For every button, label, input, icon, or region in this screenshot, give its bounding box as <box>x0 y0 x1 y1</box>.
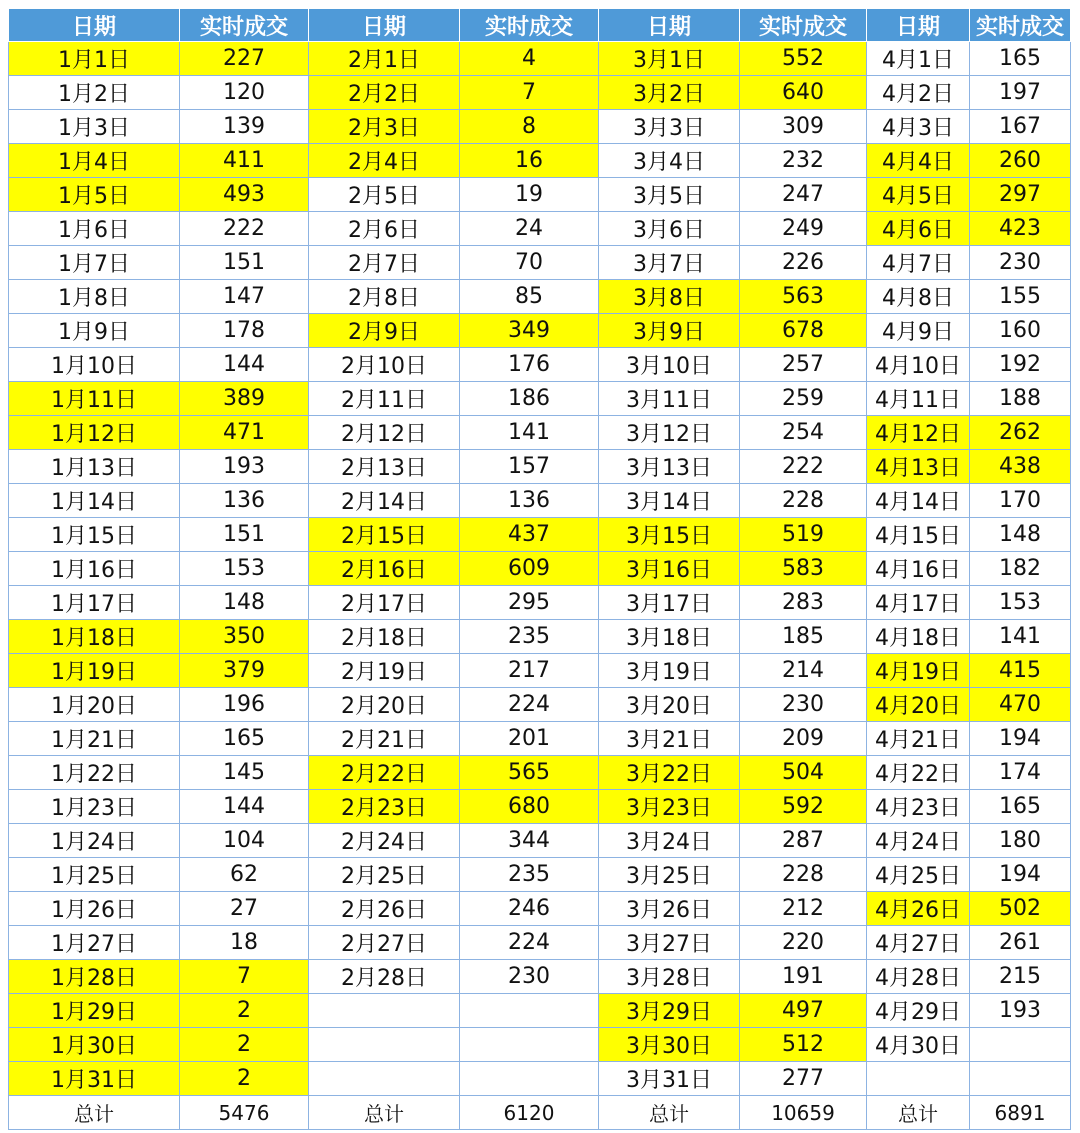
date-cell-apr: 4月17日 <box>867 586 970 620</box>
date-cell-feb: 2月15日 <box>309 518 460 552</box>
volume-cell-apr: 167 <box>970 110 1071 144</box>
date-cell-mar: 3月24日 <box>599 824 740 858</box>
volume-cell-apr: 141 <box>970 620 1071 654</box>
volume-cell-mar: 247 <box>740 178 867 212</box>
date-cell-feb: 2月27日 <box>309 926 460 960</box>
table-row <box>9 246 1071 280</box>
date-cell-jan: 1月14日 <box>9 484 180 518</box>
header-volume-apr: 实时成交 <box>970 9 1071 42</box>
date-cell-mar: 3月23日 <box>599 790 740 824</box>
table-row <box>9 416 1071 450</box>
total-row <box>9 1096 1071 1130</box>
volume-cell-apr: 180 <box>970 824 1071 858</box>
volume-cell-mar: 678 <box>740 314 867 348</box>
volume-cell-jan: 227 <box>180 42 309 76</box>
volume-cell-mar: 283 <box>740 586 867 620</box>
total-value-feb: 6120 <box>460 1096 599 1130</box>
date-cell-mar: 3月7日 <box>599 246 740 280</box>
date-cell-apr: 4月15日 <box>867 518 970 552</box>
volume-cell-apr: 415 <box>970 654 1071 688</box>
date-cell-mar: 3月15日 <box>599 518 740 552</box>
date-cell-jan: 1月26日 <box>9 892 180 926</box>
total-value-apr: 6891 <box>970 1096 1071 1130</box>
date-cell-jan: 1月18日 <box>9 620 180 654</box>
date-cell-feb: 2月2日 <box>309 76 460 110</box>
volume-cell-jan: 178 <box>180 314 309 348</box>
table-row <box>9 212 1071 246</box>
date-cell-apr: 4月24日 <box>867 824 970 858</box>
date-cell-jan: 1月5日 <box>9 178 180 212</box>
header-volume-feb: 实时成交 <box>460 9 599 42</box>
table-row <box>9 382 1071 416</box>
volume-cell-jan: 411 <box>180 144 309 178</box>
volume-cell-jan: 18 <box>180 926 309 960</box>
volume-cell-feb: 565 <box>460 756 599 790</box>
volume-cell-feb: 136 <box>460 484 599 518</box>
date-cell-feb: 2月4日 <box>309 144 460 178</box>
volume-cell-feb: 224 <box>460 926 599 960</box>
volume-cell-jan: 120 <box>180 76 309 110</box>
volume-cell-mar: 228 <box>740 484 867 518</box>
table-row <box>9 1062 1071 1096</box>
volume-cell-jan: 389 <box>180 382 309 416</box>
volume-cell-apr: 438 <box>970 450 1071 484</box>
date-cell-feb: 2月24日 <box>309 824 460 858</box>
date-cell-jan: 1月3日 <box>9 110 180 144</box>
volume-cell-mar: 185 <box>740 620 867 654</box>
volume-cell-mar: 212 <box>740 892 867 926</box>
date-cell-mar: 3月22日 <box>599 756 740 790</box>
volume-cell-jan: 136 <box>180 484 309 518</box>
date-cell-feb: 2月16日 <box>309 552 460 586</box>
table-row <box>9 518 1071 552</box>
date-cell-jan: 1月2日 <box>9 76 180 110</box>
volume-cell-jan: 379 <box>180 654 309 688</box>
volume-cell-mar: 228 <box>740 858 867 892</box>
table-row <box>9 348 1071 382</box>
volume-cell-jan: 471 <box>180 416 309 450</box>
volume-cell-jan: 27 <box>180 892 309 926</box>
volume-cell-jan: 151 <box>180 518 309 552</box>
volume-cell-jan: 147 <box>180 280 309 314</box>
header-row <box>9 9 1071 42</box>
volume-cell-jan: 151 <box>180 246 309 280</box>
date-cell-mar: 3月8日 <box>599 280 740 314</box>
volume-cell-feb: 344 <box>460 824 599 858</box>
date-cell-mar: 3月3日 <box>599 110 740 144</box>
volume-cell-feb: 16 <box>460 144 599 178</box>
volume-cell-apr: 260 <box>970 144 1071 178</box>
volume-cell-apr: 423 <box>970 212 1071 246</box>
date-cell-apr: 4月19日 <box>867 654 970 688</box>
date-cell-jan: 1月19日 <box>9 654 180 688</box>
date-cell-apr: 4月2日 <box>867 76 970 110</box>
volume-cell-feb <box>460 1028 599 1062</box>
volume-cell-apr: 197 <box>970 76 1071 110</box>
volume-cell-feb: 230 <box>460 960 599 994</box>
volume-cell-apr: 174 <box>970 756 1071 790</box>
date-cell-apr: 4月25日 <box>867 858 970 892</box>
date-cell-jan: 1月31日 <box>9 1062 180 1096</box>
date-cell-mar: 3月6日 <box>599 212 740 246</box>
date-cell-feb: 2月18日 <box>309 620 460 654</box>
table-row <box>9 1028 1071 1062</box>
volume-cell-apr: 165 <box>970 790 1071 824</box>
volume-cell-apr: 165 <box>970 42 1071 76</box>
date-cell-apr: 4月23日 <box>867 790 970 824</box>
date-cell-mar: 3月16日 <box>599 552 740 586</box>
table-row <box>9 858 1071 892</box>
date-cell-feb: 2月1日 <box>309 42 460 76</box>
date-cell-apr: 4月30日 <box>867 1028 970 1062</box>
date-cell-jan: 1月22日 <box>9 756 180 790</box>
table-row <box>9 110 1071 144</box>
volume-cell-jan: 2 <box>180 994 309 1028</box>
date-cell-jan: 1月24日 <box>9 824 180 858</box>
date-cell-mar: 3月2日 <box>599 76 740 110</box>
volume-cell-feb: 224 <box>460 688 599 722</box>
volume-cell-feb: 186 <box>460 382 599 416</box>
volume-cell-mar: 209 <box>740 722 867 756</box>
volume-cell-feb: 217 <box>460 654 599 688</box>
table-row <box>9 178 1071 212</box>
volume-cell-apr: 182 <box>970 552 1071 586</box>
table-row <box>9 926 1071 960</box>
date-cell-feb: 2月17日 <box>309 586 460 620</box>
volume-cell-jan: 139 <box>180 110 309 144</box>
date-cell-apr: 4月13日 <box>867 450 970 484</box>
volume-cell-jan: 193 <box>180 450 309 484</box>
volume-cell-feb: 4 <box>460 42 599 76</box>
volume-cell-jan: 493 <box>180 178 309 212</box>
total-label-mar: 总计 <box>599 1096 740 1130</box>
volume-cell-feb: 201 <box>460 722 599 756</box>
volume-cell-feb: 24 <box>460 212 599 246</box>
volume-cell-mar: 257 <box>740 348 867 382</box>
volume-cell-jan: 144 <box>180 348 309 382</box>
volume-cell-mar: 226 <box>740 246 867 280</box>
volume-cell-mar: 222 <box>740 450 867 484</box>
date-cell-feb: 2月11日 <box>309 382 460 416</box>
volume-cell-feb <box>460 1062 599 1096</box>
date-cell-apr: 4月5日 <box>867 178 970 212</box>
table-row <box>9 314 1071 348</box>
date-cell-apr <box>867 1062 970 1096</box>
volume-cell-jan: 196 <box>180 688 309 722</box>
volume-cell-mar: 214 <box>740 654 867 688</box>
header-volume-mar: 实时成交 <box>740 9 867 42</box>
header-date-feb: 日期 <box>309 9 460 42</box>
header-volume-jan: 实时成交 <box>180 9 309 42</box>
table-row <box>9 722 1071 756</box>
total-label-jan: 总计 <box>9 1096 180 1130</box>
table-row <box>9 280 1071 314</box>
date-cell-jan: 1月13日 <box>9 450 180 484</box>
date-cell-feb: 2月6日 <box>309 212 460 246</box>
volume-cell-feb: 157 <box>460 450 599 484</box>
date-cell-jan: 1月9日 <box>9 314 180 348</box>
volume-cell-mar: 287 <box>740 824 867 858</box>
date-cell-jan: 1月12日 <box>9 416 180 450</box>
date-cell-mar: 3月14日 <box>599 484 740 518</box>
volume-cell-jan: 145 <box>180 756 309 790</box>
table-row <box>9 586 1071 620</box>
volume-cell-apr: 193 <box>970 994 1071 1028</box>
date-cell-jan: 1月6日 <box>9 212 180 246</box>
volume-cell-apr: 262 <box>970 416 1071 450</box>
date-cell-feb: 2月13日 <box>309 450 460 484</box>
header-date-mar: 日期 <box>599 9 740 42</box>
date-cell-apr: 4月14日 <box>867 484 970 518</box>
volume-cell-jan: 148 <box>180 586 309 620</box>
date-cell-feb: 2月21日 <box>309 722 460 756</box>
volume-cell-jan: 2 <box>180 1062 309 1096</box>
date-cell-jan: 1月23日 <box>9 790 180 824</box>
date-cell-mar: 3月31日 <box>599 1062 740 1096</box>
date-cell-feb: 2月20日 <box>309 688 460 722</box>
volume-cell-mar: 309 <box>740 110 867 144</box>
date-cell-feb: 2月7日 <box>309 246 460 280</box>
volume-cell-apr: 261 <box>970 926 1071 960</box>
volume-cell-mar: 191 <box>740 960 867 994</box>
table-body <box>9 42 1071 1096</box>
date-cell-apr: 4月12日 <box>867 416 970 450</box>
table-row <box>9 688 1071 722</box>
volume-cell-mar: 519 <box>740 518 867 552</box>
date-cell-jan: 1月25日 <box>9 858 180 892</box>
volume-cell-mar: 563 <box>740 280 867 314</box>
table-row <box>9 994 1071 1028</box>
date-cell-mar: 3月4日 <box>599 144 740 178</box>
date-cell-jan: 1月11日 <box>9 382 180 416</box>
date-cell-mar: 3月9日 <box>599 314 740 348</box>
volume-cell-apr: 230 <box>970 246 1071 280</box>
volume-cell-feb: 235 <box>460 620 599 654</box>
volume-cell-mar: 249 <box>740 212 867 246</box>
sales-table <box>8 8 1071 1130</box>
volume-cell-apr: 502 <box>970 892 1071 926</box>
date-cell-apr: 4月29日 <box>867 994 970 1028</box>
volume-cell-mar: 230 <box>740 688 867 722</box>
date-cell-apr: 4月8日 <box>867 280 970 314</box>
table-row <box>9 76 1071 110</box>
volume-cell-mar: 277 <box>740 1062 867 1096</box>
volume-cell-mar: 592 <box>740 790 867 824</box>
date-cell-jan: 1月15日 <box>9 518 180 552</box>
total-value-jan: 5476 <box>180 1096 309 1130</box>
volume-cell-mar: 220 <box>740 926 867 960</box>
date-cell-jan: 1月7日 <box>9 246 180 280</box>
date-cell-jan: 1月4日 <box>9 144 180 178</box>
volume-cell-apr: 297 <box>970 178 1071 212</box>
volume-cell-feb: 70 <box>460 246 599 280</box>
volume-cell-feb: 295 <box>460 586 599 620</box>
date-cell-feb <box>309 994 460 1028</box>
header-date-jan: 日期 <box>9 9 180 42</box>
date-cell-jan: 1月30日 <box>9 1028 180 1062</box>
volume-cell-feb: 85 <box>460 280 599 314</box>
date-cell-feb: 2月9日 <box>309 314 460 348</box>
date-cell-apr: 4月18日 <box>867 620 970 654</box>
date-cell-apr: 4月11日 <box>867 382 970 416</box>
volume-cell-jan: 144 <box>180 790 309 824</box>
volume-cell-feb <box>460 994 599 1028</box>
volume-cell-feb: 141 <box>460 416 599 450</box>
volume-cell-feb: 437 <box>460 518 599 552</box>
volume-cell-apr: 192 <box>970 348 1071 382</box>
table-row <box>9 620 1071 654</box>
volume-cell-mar: 254 <box>740 416 867 450</box>
table-row <box>9 790 1071 824</box>
date-cell-mar: 3月12日 <box>599 416 740 450</box>
date-cell-feb: 2月8日 <box>309 280 460 314</box>
date-cell-apr: 4月10日 <box>867 348 970 382</box>
table-row <box>9 756 1071 790</box>
volume-cell-feb: 19 <box>460 178 599 212</box>
volume-cell-feb: 246 <box>460 892 599 926</box>
total-label-feb: 总计 <box>309 1096 460 1130</box>
date-cell-jan: 1月1日 <box>9 42 180 76</box>
date-cell-mar: 3月18日 <box>599 620 740 654</box>
date-cell-mar: 3月10日 <box>599 348 740 382</box>
date-cell-feb: 2月26日 <box>309 892 460 926</box>
volume-cell-apr: 215 <box>970 960 1071 994</box>
date-cell-mar: 3月26日 <box>599 892 740 926</box>
date-cell-apr: 4月20日 <box>867 688 970 722</box>
volume-cell-apr: 194 <box>970 722 1071 756</box>
volume-cell-apr: 153 <box>970 586 1071 620</box>
volume-cell-feb: 609 <box>460 552 599 586</box>
date-cell-mar: 3月30日 <box>599 1028 740 1062</box>
volume-cell-apr: 194 <box>970 858 1071 892</box>
volume-cell-jan: 7 <box>180 960 309 994</box>
date-cell-apr: 4月7日 <box>867 246 970 280</box>
volume-cell-jan: 222 <box>180 212 309 246</box>
date-cell-feb: 2月25日 <box>309 858 460 892</box>
volume-cell-mar: 504 <box>740 756 867 790</box>
date-cell-apr: 4月1日 <box>867 42 970 76</box>
date-cell-feb: 2月14日 <box>309 484 460 518</box>
volume-cell-jan: 165 <box>180 722 309 756</box>
volume-cell-mar: 259 <box>740 382 867 416</box>
volume-cell-apr: 148 <box>970 518 1071 552</box>
date-cell-apr: 4月4日 <box>867 144 970 178</box>
table-row <box>9 654 1071 688</box>
date-cell-feb: 2月10日 <box>309 348 460 382</box>
volume-cell-feb: 7 <box>460 76 599 110</box>
volume-cell-mar: 583 <box>740 552 867 586</box>
date-cell-feb: 2月19日 <box>309 654 460 688</box>
date-cell-jan: 1月21日 <box>9 722 180 756</box>
date-cell-feb: 2月22日 <box>309 756 460 790</box>
date-cell-feb: 2月23日 <box>309 790 460 824</box>
date-cell-apr: 4月21日 <box>867 722 970 756</box>
table-row <box>9 484 1071 518</box>
date-cell-apr: 4月27日 <box>867 926 970 960</box>
date-cell-feb: 2月5日 <box>309 178 460 212</box>
table-row <box>9 552 1071 586</box>
date-cell-feb: 2月3日 <box>309 110 460 144</box>
date-cell-apr: 4月9日 <box>867 314 970 348</box>
total-value-mar: 10659 <box>740 1096 867 1130</box>
date-cell-mar: 3月1日 <box>599 42 740 76</box>
volume-cell-jan: 62 <box>180 858 309 892</box>
date-cell-jan: 1月20日 <box>9 688 180 722</box>
table-row <box>9 892 1071 926</box>
date-cell-mar: 3月19日 <box>599 654 740 688</box>
volume-cell-mar: 552 <box>740 42 867 76</box>
date-cell-apr: 4月26日 <box>867 892 970 926</box>
volume-cell-apr: 155 <box>970 280 1071 314</box>
volume-cell-mar: 497 <box>740 994 867 1028</box>
date-cell-feb: 2月12日 <box>309 416 460 450</box>
volume-cell-mar: 512 <box>740 1028 867 1062</box>
volume-cell-jan: 153 <box>180 552 309 586</box>
volume-cell-apr: 170 <box>970 484 1071 518</box>
volume-cell-apr: 470 <box>970 688 1071 722</box>
date-cell-feb <box>309 1062 460 1096</box>
volume-cell-feb: 8 <box>460 110 599 144</box>
table-row <box>9 42 1071 76</box>
volume-cell-apr <box>970 1028 1071 1062</box>
date-cell-mar: 3月17日 <box>599 586 740 620</box>
date-cell-mar: 3月11日 <box>599 382 740 416</box>
volume-cell-jan: 350 <box>180 620 309 654</box>
volume-cell-apr: 188 <box>970 382 1071 416</box>
volume-cell-apr: 160 <box>970 314 1071 348</box>
date-cell-jan: 1月29日 <box>9 994 180 1028</box>
date-cell-apr: 4月22日 <box>867 756 970 790</box>
volume-cell-mar: 640 <box>740 76 867 110</box>
volume-cell-feb: 349 <box>460 314 599 348</box>
date-cell-apr: 4月3日 <box>867 110 970 144</box>
header-date-apr: 日期 <box>867 9 970 42</box>
date-cell-mar: 3月20日 <box>599 688 740 722</box>
date-cell-mar: 3月27日 <box>599 926 740 960</box>
date-cell-apr: 4月6日 <box>867 212 970 246</box>
table-row <box>9 960 1071 994</box>
date-cell-jan: 1月28日 <box>9 960 180 994</box>
volume-cell-jan: 104 <box>180 824 309 858</box>
date-cell-jan: 1月8日 <box>9 280 180 314</box>
date-cell-mar: 3月28日 <box>599 960 740 994</box>
date-cell-feb <box>309 1028 460 1062</box>
date-cell-jan: 1月16日 <box>9 552 180 586</box>
volume-cell-jan: 2 <box>180 1028 309 1062</box>
date-cell-jan: 1月27日 <box>9 926 180 960</box>
date-cell-mar: 3月13日 <box>599 450 740 484</box>
volume-cell-feb: 680 <box>460 790 599 824</box>
date-cell-mar: 3月25日 <box>599 858 740 892</box>
date-cell-mar: 3月29日 <box>599 994 740 1028</box>
total-label-apr: 总计 <box>867 1096 970 1130</box>
table-row <box>9 824 1071 858</box>
table-row <box>9 144 1071 178</box>
date-cell-feb: 2月28日 <box>309 960 460 994</box>
volume-cell-mar: 232 <box>740 144 867 178</box>
date-cell-jan: 1月17日 <box>9 586 180 620</box>
date-cell-mar: 3月5日 <box>599 178 740 212</box>
date-cell-apr: 4月16日 <box>867 552 970 586</box>
date-cell-mar: 3月21日 <box>599 722 740 756</box>
volume-cell-feb: 235 <box>460 858 599 892</box>
volume-cell-apr <box>970 1062 1071 1096</box>
date-cell-jan: 1月10日 <box>9 348 180 382</box>
volume-cell-feb: 176 <box>460 348 599 382</box>
table-row <box>9 450 1071 484</box>
date-cell-apr: 4月28日 <box>867 960 970 994</box>
